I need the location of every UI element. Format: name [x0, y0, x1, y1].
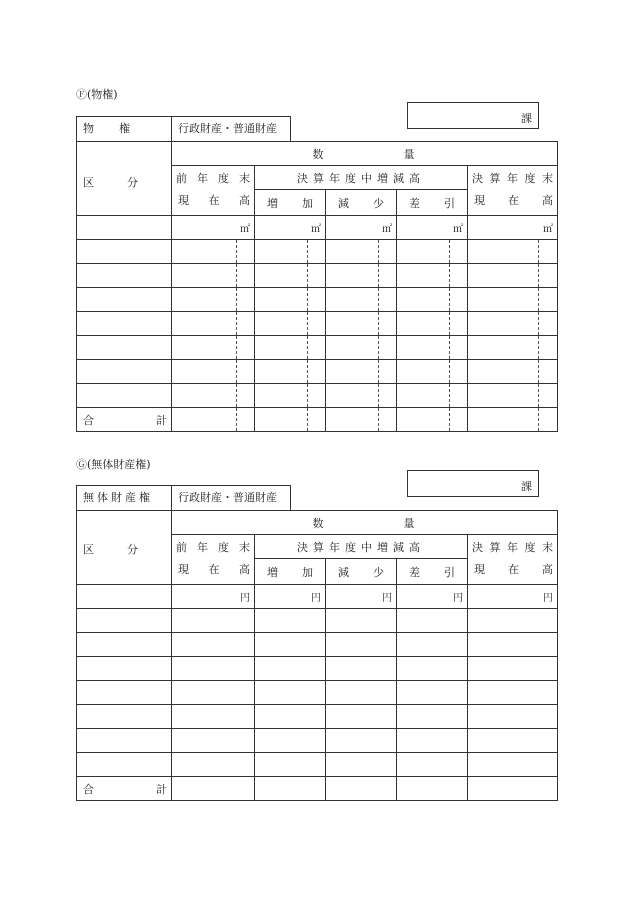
section-g-property-type[interactable]: 行政財産・普通財産: [171, 485, 291, 511]
kubun-cell[interactable]: [77, 264, 172, 288]
section-f-table: [76, 141, 558, 432]
value-cell[interactable]: [326, 705, 397, 729]
dashed-divider: [449, 240, 450, 263]
value-cell[interactable]: [468, 609, 558, 633]
section-g-department-label: 課: [521, 480, 532, 493]
section-f-prev-year-header: 前 年 度 末 現 在 高: [172, 166, 255, 216]
dashed-divider: [236, 336, 237, 359]
value-cell[interactable]: [326, 408, 397, 432]
dashed-divider: [307, 360, 308, 383]
dashed-divider: [538, 312, 539, 335]
value-cell[interactable]: [255, 240, 326, 264]
value-cell[interactable]: [326, 777, 397, 801]
value-cell[interactable]: [326, 240, 397, 264]
dashed-divider: [307, 264, 308, 287]
dashed-divider: [307, 336, 308, 359]
table-row: [77, 240, 558, 264]
dashed-divider: [538, 408, 539, 431]
value-cell[interactable]: [255, 609, 326, 633]
value-cell[interactable]: [397, 729, 468, 753]
kubun-cell[interactable]: [77, 312, 172, 336]
value-cell[interactable]: [255, 777, 326, 801]
value-cell[interactable]: [172, 264, 255, 288]
kubun-cell[interactable]: [77, 240, 172, 264]
value-cell[interactable]: [326, 336, 397, 360]
table-row: [77, 729, 558, 753]
value-cell[interactable]: [255, 633, 326, 657]
unit-label: 円: [326, 585, 397, 609]
value-cell[interactable]: [172, 240, 255, 264]
kubun-cell[interactable]: [77, 288, 172, 312]
table-row: [77, 633, 558, 657]
total-label-char: 合: [83, 782, 94, 796]
value-cell[interactable]: [468, 729, 558, 753]
value-cell[interactable]: [397, 336, 468, 360]
value-cell[interactable]: [397, 240, 468, 264]
table-row: [77, 336, 558, 360]
dashed-divider: [538, 336, 539, 359]
kubun-cell[interactable]: [77, 657, 172, 681]
value-cell[interactable]: [468, 240, 558, 264]
section-g-department-box[interactable]: [407, 470, 539, 497]
table-row: [77, 657, 558, 681]
section-f-total-row: [77, 408, 558, 432]
dashed-divider: [236, 408, 237, 431]
value-cell[interactable]: [397, 777, 468, 801]
value-cell[interactable]: [397, 288, 468, 312]
value-cell[interactable]: [172, 729, 255, 753]
section-g-table: [76, 510, 558, 801]
section-f-change-header: 決算年度中増減高: [255, 166, 468, 190]
value-cell[interactable]: [172, 360, 255, 384]
table-row: [77, 360, 558, 384]
section-f-kubun-header: 区 分: [77, 142, 172, 216]
value-cell[interactable]: [397, 657, 468, 681]
dashed-divider: [307, 240, 308, 263]
dashed-divider: [378, 288, 379, 311]
dashed-divider: [378, 240, 379, 263]
unit-label: ㎡: [172, 216, 255, 240]
value-cell[interactable]: [172, 705, 255, 729]
value-cell[interactable]: [397, 681, 468, 705]
dashed-divider: [449, 408, 450, 431]
dashed-divider: [538, 384, 539, 407]
value-cell[interactable]: [468, 384, 558, 408]
table-row: [77, 264, 558, 288]
value-cell[interactable]: [326, 729, 397, 753]
value-cell[interactable]: [172, 408, 255, 432]
dashed-divider: [307, 384, 308, 407]
dashed-divider: [449, 264, 450, 287]
dashed-divider: [236, 264, 237, 287]
dashed-divider: [378, 312, 379, 335]
unit-label: 円: [468, 585, 558, 609]
value-cell[interactable]: [172, 633, 255, 657]
value-cell[interactable]: [255, 312, 326, 336]
kubun-cell[interactable]: [77, 753, 172, 777]
dashed-divider: [538, 288, 539, 311]
section-g-title: Ⓖ(無体財産権): [76, 458, 151, 471]
section-g-increase-header: 増 加: [255, 559, 326, 585]
dashed-divider: [449, 360, 450, 383]
value-cell[interactable]: [326, 633, 397, 657]
unit-label: 円: [172, 585, 255, 609]
value-cell[interactable]: [326, 609, 397, 633]
value-cell[interactable]: [255, 729, 326, 753]
kubun-cell[interactable]: [77, 729, 172, 753]
value-cell[interactable]: [468, 336, 558, 360]
section-f-increase-header: 増 加: [255, 190, 326, 216]
value-cell[interactable]: [468, 753, 558, 777]
dashed-divider: [378, 336, 379, 359]
dashed-divider: [378, 360, 379, 383]
section-f-decrease-header: 減 少: [326, 190, 397, 216]
value-cell[interactable]: [172, 312, 255, 336]
unit-label: ㎡: [326, 216, 397, 240]
value-cell[interactable]: [397, 384, 468, 408]
section-f-category-cell: [76, 116, 172, 142]
section-g-decrease-header: 減 少: [326, 559, 397, 585]
value-cell[interactable]: [468, 681, 558, 705]
unit-label: ㎡: [255, 216, 326, 240]
table-row: [77, 288, 558, 312]
unit-label: ㎡: [397, 216, 468, 240]
table-row: [77, 384, 558, 408]
value-cell[interactable]: [326, 360, 397, 384]
section-g-change-header: 決算年度中増減高: [255, 535, 468, 559]
dashed-divider: [538, 264, 539, 287]
dashed-divider: [449, 336, 450, 359]
section-g-unit-row: [77, 585, 558, 609]
dashed-divider: [236, 288, 237, 311]
dashed-divider: [236, 312, 237, 335]
kubun-cell[interactable]: [77, 705, 172, 729]
value-cell[interactable]: [468, 264, 558, 288]
dashed-divider: [538, 360, 539, 383]
value-cell[interactable]: [326, 681, 397, 705]
section-g-prev-year-header: 前 年 度 末 現 在 高: [172, 535, 255, 585]
table-row: [77, 753, 558, 777]
value-cell[interactable]: [172, 384, 255, 408]
section-g-total-row: [77, 777, 558, 801]
value-cell[interactable]: [397, 360, 468, 384]
value-cell[interactable]: [172, 753, 255, 777]
table-row: [77, 705, 558, 729]
value-cell[interactable]: [172, 609, 255, 633]
section-g-end-year-header: 決 算 年 度 末 現 在 高: [468, 535, 558, 585]
value-cell[interactable]: [255, 705, 326, 729]
value-cell[interactable]: [255, 681, 326, 705]
dashed-divider: [236, 240, 237, 263]
dashed-divider: [449, 384, 450, 407]
value-cell[interactable]: [468, 777, 558, 801]
dashed-divider: [378, 264, 379, 287]
value-cell[interactable]: [255, 264, 326, 288]
value-cell[interactable]: [397, 705, 468, 729]
unit-label: 円: [397, 585, 468, 609]
value-cell[interactable]: [255, 288, 326, 312]
value-cell[interactable]: [172, 681, 255, 705]
value-cell[interactable]: [326, 288, 397, 312]
value-cell[interactable]: [397, 312, 468, 336]
section-f-end-year-header: 決 算 年 度 末 現 在 高: [468, 166, 558, 216]
table-row: [77, 312, 558, 336]
value-cell[interactable]: [326, 753, 397, 777]
value-cell[interactable]: [397, 753, 468, 777]
dashed-divider: [236, 360, 237, 383]
value-cell[interactable]: [255, 360, 326, 384]
section-g-net-header: 差 引: [397, 559, 468, 585]
section-f-property-type[interactable]: 行政財産・普通財産: [171, 116, 291, 142]
value-cell[interactable]: [326, 384, 397, 408]
dashed-divider: [236, 384, 237, 407]
table-row: [77, 609, 558, 633]
section-g-kubun-header: 区 分: [77, 511, 172, 585]
total-label-char: 計: [156, 782, 167, 796]
dashed-divider: [378, 408, 379, 431]
value-cell[interactable]: [255, 336, 326, 360]
value-cell[interactable]: [397, 633, 468, 657]
dashed-divider: [378, 384, 379, 407]
value-cell[interactable]: [172, 657, 255, 681]
value-cell[interactable]: [468, 312, 558, 336]
section-g-category-cell: [76, 485, 172, 511]
dashed-divider: [307, 408, 308, 431]
section-f-quantity-header: 数 量: [172, 142, 558, 166]
value-cell[interactable]: [172, 288, 255, 312]
total-label-char: 計: [156, 413, 167, 427]
section-f-net-header: 差 引: [397, 190, 468, 216]
value-cell[interactable]: [255, 657, 326, 681]
dashed-divider: [449, 312, 450, 335]
value-cell[interactable]: [255, 753, 326, 777]
total-label-char: 合: [83, 413, 94, 427]
value-cell[interactable]: [468, 288, 558, 312]
value-cell[interactable]: [397, 408, 468, 432]
dashed-divider: [538, 240, 539, 263]
kubun-cell[interactable]: [77, 609, 172, 633]
dashed-divider: [307, 288, 308, 311]
dashed-divider: [307, 312, 308, 335]
kubun-cell[interactable]: [77, 360, 172, 384]
value-cell[interactable]: [255, 384, 326, 408]
unit-label: 円: [255, 585, 326, 609]
value-cell[interactable]: [172, 777, 255, 801]
value-cell[interactable]: [255, 408, 326, 432]
section-f-unit-row: [77, 216, 558, 240]
dashed-divider: [449, 288, 450, 311]
section-g-quantity-header: 数 量: [172, 511, 558, 535]
section-f-title: Ⓕ(物権): [76, 88, 118, 101]
kubun-cell[interactable]: [77, 336, 172, 360]
value-cell[interactable]: [326, 312, 397, 336]
section-g-category-label: 無体財産権: [83, 491, 153, 504]
kubun-cell[interactable]: [77, 384, 172, 408]
value-cell[interactable]: [172, 336, 255, 360]
total-label-cell[interactable]: [77, 777, 172, 801]
section-f-department-label: 課: [521, 112, 532, 125]
kubun-cell[interactable]: [77, 633, 172, 657]
section-f-department-box[interactable]: [407, 102, 539, 129]
value-cell[interactable]: [326, 657, 397, 681]
section-f-category-label: 物 権: [83, 122, 131, 135]
total-label-cell[interactable]: [77, 408, 172, 432]
value-cell[interactable]: [397, 609, 468, 633]
value-cell[interactable]: [468, 705, 558, 729]
table-row: [77, 681, 558, 705]
kubun-cell[interactable]: [77, 681, 172, 705]
value-cell[interactable]: [326, 264, 397, 288]
value-cell[interactable]: [468, 408, 558, 432]
value-cell[interactable]: [468, 360, 558, 384]
unit-label: ㎡: [468, 216, 558, 240]
value-cell[interactable]: [468, 633, 558, 657]
value-cell[interactable]: [468, 657, 558, 681]
value-cell[interactable]: [397, 264, 468, 288]
